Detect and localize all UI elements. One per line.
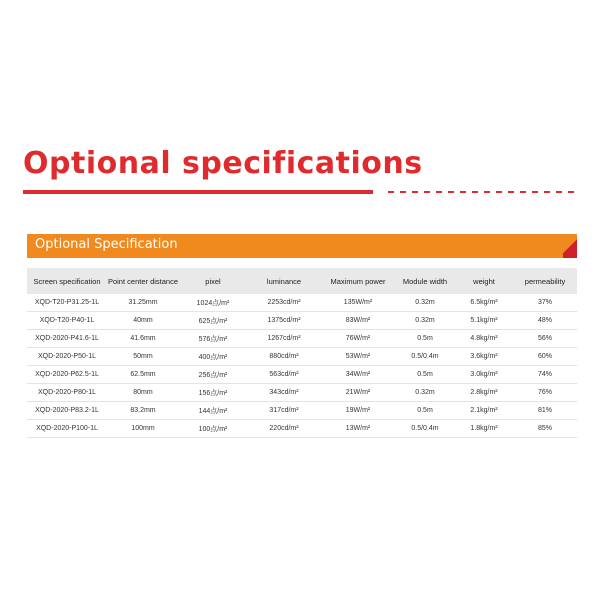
table-row <box>27 402 577 420</box>
column-header: luminance <box>247 268 321 294</box>
table-cell: 0.32m <box>395 312 455 330</box>
table-cell: 0.5m <box>395 330 455 348</box>
table-cell: 1375cd/m² <box>247 312 321 330</box>
table-row <box>27 366 577 384</box>
column-header: weight <box>455 268 513 294</box>
section-banner-title: Optional Specification <box>35 237 178 252</box>
column-header: Screen specification <box>27 268 107 294</box>
column-header: pixel <box>179 268 247 294</box>
table-cell: XQD-2020-P50-1L <box>27 348 107 366</box>
table-cell: 1267cd/m² <box>247 330 321 348</box>
table-cell: 0.5m <box>395 402 455 420</box>
table-row <box>27 420 577 438</box>
table-cell: 53W/m² <box>321 348 395 366</box>
column-header: Module width <box>395 268 455 294</box>
table-cell: 21W/m² <box>321 384 395 402</box>
table-cell: 563cd/m² <box>247 366 321 384</box>
table-cell: 1024点/m² <box>179 294 247 312</box>
table-cell: 13W/m² <box>321 420 395 438</box>
title-dashed-line <box>388 191 578 193</box>
table-cell: XQD-2020-P41.6-1L <box>27 330 107 348</box>
table-cell: 135W/m² <box>321 294 395 312</box>
table-cell: 50mm <box>107 348 179 366</box>
table-cell: XQD-2020-P80-1L <box>27 384 107 402</box>
table-cell: 0.32m <box>395 384 455 402</box>
column-header: permeability <box>513 268 577 294</box>
table-cell: 0.5m <box>395 366 455 384</box>
table-cell: XQD-2020-P100-1L <box>27 420 107 438</box>
table-row <box>27 348 577 366</box>
table-cell: 880cd/m² <box>247 348 321 366</box>
title-underline <box>23 190 373 194</box>
table-cell: 37% <box>513 294 577 312</box>
table-cell: 80mm <box>107 384 179 402</box>
table-cell: 256点/m² <box>179 366 247 384</box>
table-cell: 100点/m² <box>179 420 247 438</box>
table-cell: 85% <box>513 420 577 438</box>
table-cell: 317cd/m² <box>247 402 321 420</box>
table-cell: 41.6mm <box>107 330 179 348</box>
table-cell: 6.5kg/m² <box>455 294 513 312</box>
table-cell: 3.0kg/m² <box>455 366 513 384</box>
table-cell: 40mm <box>107 312 179 330</box>
table-row <box>27 294 577 312</box>
table-cell: 56% <box>513 330 577 348</box>
table-cell: 2.8kg/m² <box>455 384 513 402</box>
table-cell: 1.8kg/m² <box>455 420 513 438</box>
table-cell: 2253cd/m² <box>247 294 321 312</box>
page-title: Optional specifications <box>23 146 423 181</box>
table-cell: 2.1kg/m² <box>455 402 513 420</box>
table-cell: 76W/m² <box>321 330 395 348</box>
table-cell: 60% <box>513 348 577 366</box>
table-cell: 5.1kg/m² <box>455 312 513 330</box>
section-banner <box>27 234 577 258</box>
table-cell: 19W/m² <box>321 402 395 420</box>
table-cell: XQD-T20-P40-1L <box>27 312 107 330</box>
table-cell: 31.25mm <box>107 294 179 312</box>
table-cell: XQD-2020-P62.5-1L <box>27 366 107 384</box>
table-cell: 81% <box>513 402 577 420</box>
table-cell: 3.6kg/m² <box>455 348 513 366</box>
table-cell: 74% <box>513 366 577 384</box>
table-cell: 220cd/m² <box>247 420 321 438</box>
table-cell: 83W/m² <box>321 312 395 330</box>
table-cell: 400点/m² <box>179 348 247 366</box>
table-cell: 0.5/0.4m <box>395 420 455 438</box>
table-cell: 144点/m² <box>179 402 247 420</box>
spec-table <box>27 268 577 438</box>
column-header: Point center distance <box>107 268 179 294</box>
table-cell: 100mm <box>107 420 179 438</box>
table-cell: 76% <box>513 384 577 402</box>
table-header-row <box>27 268 577 294</box>
table-cell: 343cd/m² <box>247 384 321 402</box>
table-cell: XQD-2020-P83.2-1L <box>27 402 107 420</box>
table-row <box>27 384 577 402</box>
table-cell: 156点/m² <box>179 384 247 402</box>
table-cell: 34W/m² <box>321 366 395 384</box>
table-row <box>27 330 577 348</box>
table-cell: 83.2mm <box>107 402 179 420</box>
table-cell: 48% <box>513 312 577 330</box>
table-cell: 4.8kg/m² <box>455 330 513 348</box>
table-cell: 0.5/0.4m <box>395 348 455 366</box>
banner-corner-accent <box>563 234 577 258</box>
table-cell: 0.32m <box>395 294 455 312</box>
table-cell: 62.5mm <box>107 366 179 384</box>
table-row <box>27 312 577 330</box>
table-cell: XQD-T20-P31.25-1L <box>27 294 107 312</box>
table-cell: 576点/m² <box>179 330 247 348</box>
table-cell: 625点/m² <box>179 312 247 330</box>
column-header: Maximum power <box>321 268 395 294</box>
